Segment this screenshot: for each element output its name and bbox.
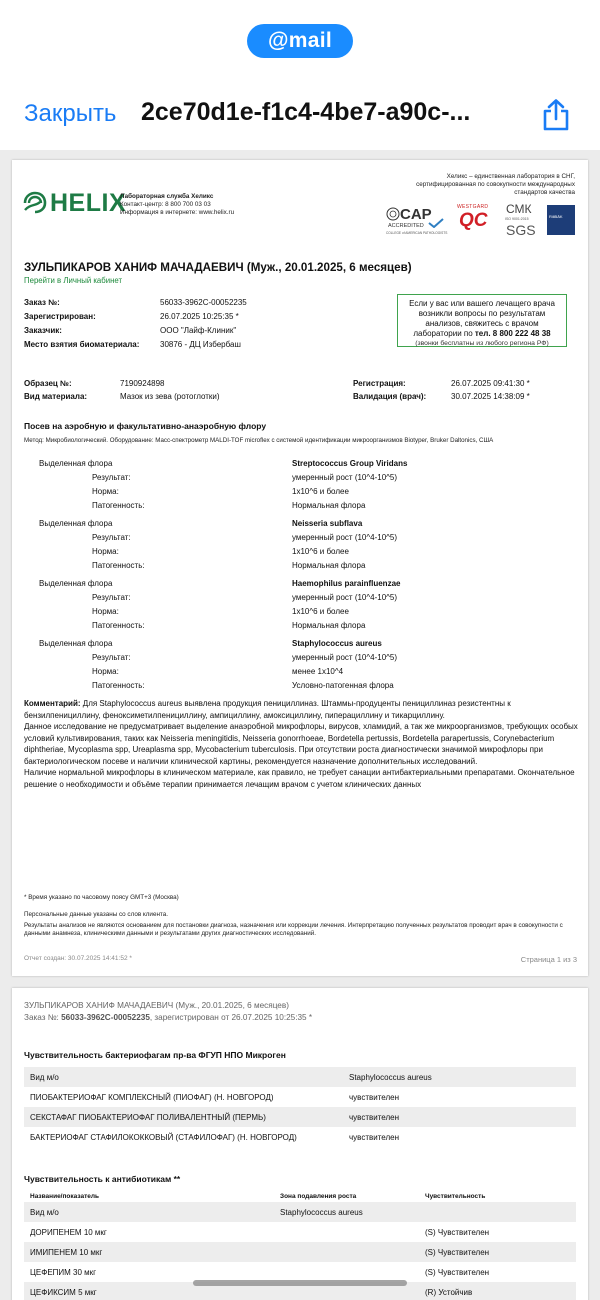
- personal-cabinet-link[interactable]: Перейти в Личный кабинет: [24, 276, 123, 285]
- antibiotic-value: (S) Чувствителен: [425, 1268, 490, 1277]
- pathogenicity-label: Патогенность:: [92, 621, 145, 630]
- helix-logo-icon: [22, 190, 48, 216]
- material-label: Вид материала:: [24, 392, 88, 401]
- cell-header: Вид м/о: [30, 1073, 59, 1082]
- eqa-badge: [547, 205, 575, 235]
- order-number: 56033-3962C-00052235: [61, 1013, 150, 1022]
- smk-label: СМК: [506, 202, 532, 216]
- customer-label: Заказчик:: [24, 326, 62, 335]
- flora-label: Выделенная флора: [39, 459, 113, 468]
- comment-block: [24, 698, 580, 790]
- table-row: [24, 1107, 576, 1127]
- registration-label: Регистрация:: [353, 379, 406, 388]
- table-row: [24, 1242, 576, 1262]
- pathogenicity-label: Патогенность:: [92, 501, 145, 510]
- comment-p1: [24, 698, 580, 721]
- organism-norm: менее 1х10^4: [292, 667, 344, 676]
- cell-header: Вид м/о: [30, 1208, 59, 1217]
- phage-name: БАКТЕРИОФАГ СТАФИЛОКОККОВЫЙ (СТАФИЛОФАГ) (Н. НОВГОРОД): [30, 1133, 297, 1142]
- horizontal-scrollbar[interactable]: [193, 1280, 407, 1286]
- organism-pathogenicity: Нормальная флора: [292, 621, 366, 630]
- antibiotic-name: ЦЕФЕПИМ 30 мкг: [30, 1268, 97, 1277]
- phage-value: чувствителен: [349, 1113, 400, 1122]
- page-number: Страница 1 из 3: [520, 955, 577, 964]
- mail-brand-badge: [247, 24, 353, 58]
- document-viewer[interactable]: [0, 150, 600, 1300]
- cap-accredited-logo: [386, 206, 448, 236]
- iso-label: ISO 9001:2015: [505, 217, 529, 221]
- phage-name: СЕКСТАФАГ ПИОБАКТЕРИОФАГ ПОЛИВАЛЕНТНЫЙ (ПЕРМЬ): [30, 1113, 266, 1122]
- footnote-results: Результаты анализов не являются основанием для постановки диагноза, назначения или коррекции лечения. Интерпретацию полученных результатов проводит врач в совокупности с данными анамнеза, клиническими данными и результатами других диагностических исследований.: [24, 922, 563, 938]
- organism-name: Staphylococcus aureus: [292, 639, 382, 648]
- eqa-label: RiliBÄK: [549, 214, 563, 219]
- material-value: Мазок из зева (ротоглотки): [120, 392, 220, 401]
- phage-value: чувствителен: [349, 1093, 400, 1102]
- comment-text: Для Staphylococcus aureus выявлена продукция пенициллиназ. Штаммы-продуценты пенициллиназ резистентны к бензилпенициллину, феноксиметилпенициллину, ампициллину, амоксициллину, пиперациллину и тикарциллину.: [24, 699, 511, 720]
- method-line: Метод: Микробиологический. Оборудование: Масс-спектрометр MALDI-TOF microflex с системой идентификации микроорганизмов Biotyper, Bruker Daltonics, США: [24, 437, 494, 444]
- app-bar: [0, 0, 600, 150]
- organism-norm: 1х10^6 и более: [292, 547, 349, 556]
- sample-value: 7190924898: [120, 379, 165, 388]
- cert-text-line: сертифицированная по совокупности международных: [416, 181, 575, 188]
- page2-patient-line: ЗУЛЬПИКАРОВ ХАНИФ МАЧАДАЕВИЧ (Муж., 20.01.2025, 6 месяцев): [24, 1001, 289, 1010]
- antibiotic-value: (S) Чувствителен: [425, 1228, 490, 1237]
- flora-label: Выделенная флора: [39, 639, 113, 648]
- lab-contact: Контакт-центр: 8 800 700 03 03: [120, 201, 211, 208]
- antibiotic-value: (S) Чувствителен: [425, 1248, 490, 1257]
- order-prefix: Заказ №:: [24, 1013, 62, 1022]
- cap-seal-icon: [386, 207, 400, 221]
- organism-pathogenicity: Условно-патогенная флора: [292, 681, 394, 690]
- box-line-prefix: лаборатории по: [413, 329, 475, 338]
- box-line: анализов, свяжитесь с врачом: [425, 319, 539, 328]
- abx-col-zone: Зона подавления роста: [280, 1193, 357, 1200]
- organism-result: умеренный рост (10^4-10^5): [292, 473, 398, 482]
- table-header-row: [24, 1202, 576, 1222]
- sample-label: Образец №:: [24, 379, 72, 388]
- westgard-label: WESTGARD: [457, 204, 489, 210]
- abx-col-name: Название/показатель: [30, 1193, 100, 1200]
- table-row: [24, 1127, 576, 1147]
- helix-logo-text: HELIX: [50, 189, 127, 217]
- document-page-1: [12, 160, 588, 976]
- flora-label: Выделенная флора: [39, 579, 113, 588]
- box-line: возникли вопросы по результатам: [418, 309, 546, 318]
- norm-label: Норма:: [92, 607, 119, 616]
- result-label: Результат:: [92, 533, 131, 542]
- table-row: [24, 1087, 576, 1107]
- organism-result: умеренный рост (10^4-10^5): [292, 653, 398, 662]
- antibiotic-name: ДОРИПЕНЕМ 10 мкг: [30, 1228, 107, 1237]
- cap-label: CAP: [400, 206, 432, 223]
- organism-pathogenicity: Нормальная флора: [292, 501, 366, 510]
- box-note: (звонки бесплатны из любого региона РФ): [415, 340, 549, 347]
- customer-value: ООО "Лайф-Клиник": [160, 326, 237, 335]
- document-page-2: [12, 988, 588, 1300]
- section-title: Посев на аэробную и факультативно-анаэробную флору: [24, 421, 267, 431]
- flora-label: Выделенная флора: [39, 519, 113, 528]
- phage-value: чувствителен: [349, 1133, 400, 1142]
- validation-value: 30.07.2025 14:38:09 *: [451, 392, 530, 401]
- antibiotic-value: (R) Устойчив: [425, 1288, 473, 1297]
- phage-section-title: Чувствительность бактериофагам пр-ва ФГУП НПО Микроген: [24, 1050, 286, 1060]
- antibiotic-name: ЦЕФИКСИМ 5 мкг: [30, 1288, 97, 1297]
- phage-table: [24, 1067, 576, 1147]
- cert-text-line: стандартов качества: [514, 189, 575, 196]
- antibiotic-name: ИМИПЕНЕМ 10 мкг: [30, 1248, 103, 1257]
- result-label: Результат:: [92, 473, 131, 482]
- comment-label: Комментарий:: [24, 699, 81, 708]
- table-row: [24, 1262, 576, 1282]
- contact-doctor-box: [397, 294, 567, 347]
- norm-label: Норма:: [92, 667, 119, 676]
- lab-website: Информация в интернете: www.helix.ru: [120, 209, 235, 216]
- lab-name: Лабораторная служба Хеликс: [120, 193, 214, 200]
- norm-label: Норма:: [92, 487, 119, 496]
- comment-p3: Наличие нормальной микрофлоры в клиническом материале, как правило, не требует санации антибактериальными препаратами. Окончательное решение о необходимости и объёме терапии принимается лечащим врачом с учетом клинических данных: [24, 768, 575, 789]
- cert-text: [416, 173, 575, 197]
- document-title: 2ce70d1e-f1c4-4be7-a90c-...: [141, 98, 471, 126]
- place-value: 30876 - ДЦ Избербаш: [160, 340, 241, 349]
- lab-phone[interactable]: тел. 8 800 222 48 38: [474, 329, 551, 338]
- close-button[interactable]: Закрыть: [24, 100, 117, 127]
- share-icon: [540, 98, 572, 132]
- patient-name-line: ЗУЛЬПИКАРОВ ХАНИФ МАЧАДАЕВИЧ (Муж., 20.01.2025, 6 месяцев): [24, 261, 412, 274]
- result-label: Результат:: [92, 653, 131, 662]
- box-line: [402, 329, 562, 339]
- table-row: [24, 1222, 576, 1242]
- organism-result: умеренный рост (10^4-10^5): [292, 593, 398, 602]
- cell-header: Staphylococcus aureus: [280, 1208, 363, 1217]
- organism-norm: 1х10^6 и более: [292, 487, 349, 496]
- qc-label: QC: [459, 210, 488, 231]
- comment-p2: Данное исследование не предусматривает выделение анаэробной микрофлоры, вирусов, хламидий, а так же микроорганизмов, требующих особых условий культивирования, таких как Neisseria meningitidis, Neisseria gonorrhoeae, Bordetella pertussis, Bordetella parapertussis, Corynebacterium diphtheriae, Mycoplasma spp, Ureaplasma spp, Mycobacterium tuberculosis. При отсутствии роста диагностически значимой микрофлоры при бактериологическом посеве и наличии клинической картины, рекомендуется назначение дополнительных исследований.: [24, 722, 578, 766]
- order-suffix: , зарегистрирован от 26.07.2025 10:25:35 *: [149, 1013, 313, 1022]
- validation-label: Валидация (врач):: [353, 392, 427, 401]
- share-button[interactable]: [540, 98, 572, 132]
- westgard-qc-logo: [456, 204, 494, 236]
- table-header-row: [24, 1067, 576, 1087]
- pathogenicity-label: Патогенность:: [92, 561, 145, 570]
- registration-value: 26.07.2025 09:41:30 *: [451, 379, 530, 388]
- phage-name: ПИОБАКТЕРИОФАГ КОМПЛЕКСНЫЙ (ПИОФАГ) (Н. НОВГОРОД): [30, 1093, 274, 1102]
- registered-value: 26.07.2025 10:25:35 *: [160, 312, 239, 321]
- result-label: Результат:: [92, 593, 131, 602]
- order-value: 56033-3962C-00052235: [160, 298, 247, 307]
- smk-sgs-logo: [505, 202, 537, 242]
- abx-section-title: Чувствительность к антибиотикам **: [24, 1174, 181, 1184]
- order-label: Заказ №:: [24, 298, 60, 307]
- page2-order-line: [24, 1012, 312, 1024]
- mail-brand-text: @mail: [268, 29, 332, 52]
- cell-header: Staphylococcus aureus: [349, 1073, 432, 1082]
- organism-norm: 1х10^6 и более: [292, 607, 349, 616]
- organism-pathogenicity: Нормальная флора: [292, 561, 366, 570]
- organism-name: Haemophilus parainfluenzae: [292, 579, 401, 588]
- norm-label: Норма:: [92, 547, 119, 556]
- cap-small: COLLEGE of AMERICAN PATHOLOGISTS: [386, 231, 448, 235]
- cap-sub: ACCREDITED: [388, 223, 424, 229]
- organism-result: умеренный рост (10^4-10^5): [292, 533, 398, 542]
- check-icon: [428, 218, 444, 228]
- cert-text-line: Хеликс – единственная лаборатория в СНГ,: [446, 173, 575, 180]
- footnote-time: * Время указано по часовому поясу GMT+3 (Москва): [24, 894, 179, 901]
- report-created: Отчет создан: 30.07.2025 14:41:52 *: [24, 955, 132, 962]
- abx-col-sensitivity: Чувствительность: [425, 1193, 486, 1200]
- sgs-label: SGS: [506, 222, 536, 238]
- organism-name: Neisseria subflava: [292, 519, 363, 528]
- place-label: Место взятия биоматериала:: [24, 340, 140, 349]
- footnote-personal: Персональные данные указаны со слов клиента.: [24, 911, 168, 918]
- registered-label: Зарегистрирован:: [24, 312, 96, 321]
- pathogenicity-label: Патогенность:: [92, 681, 145, 690]
- organism-name: Streptococcus Group Viridans: [292, 459, 408, 468]
- box-line: Если у вас или вашего лечащего врача: [409, 299, 555, 308]
